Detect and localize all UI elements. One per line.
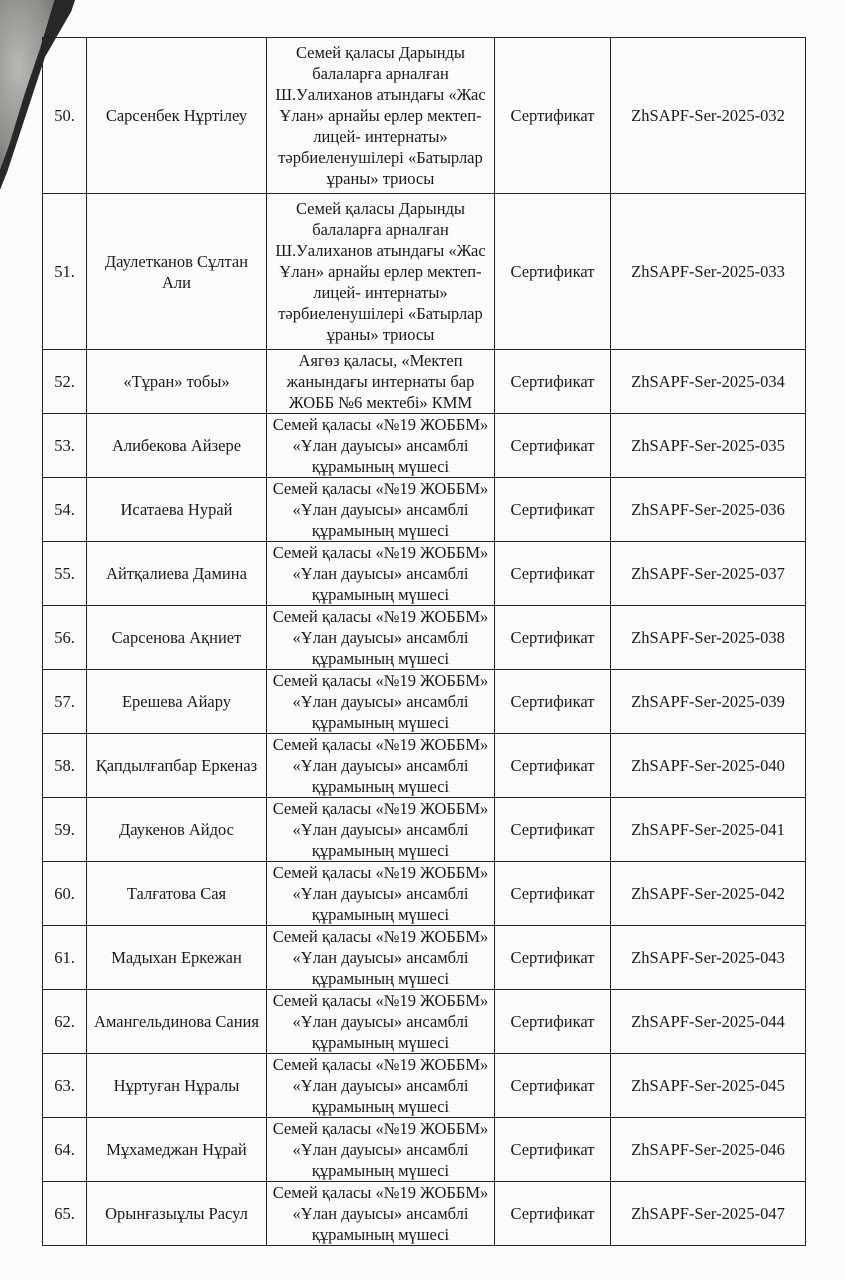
certificate-code: ZhSAPF-Ser-2025-035	[611, 414, 806, 478]
certificate-code: ZhSAPF-Ser-2025-041	[611, 798, 806, 862]
row-number: 57.	[43, 670, 87, 734]
participant-name: Сарсенбек Нұртілеу	[87, 38, 267, 194]
award-type: Сертификат	[495, 926, 611, 990]
certificate-code: ZhSAPF-Ser-2025-040	[611, 734, 806, 798]
organization: Семей қаласы Дарынды балаларға арналған Ш.Уалиханов атындағы «Жас Ұлан» арнайы ерлер мектеп-лицей- интернаты» тәрбиеленушілері «Батырлар ұраны» триосы	[267, 38, 495, 194]
organization: Семей қаласы «№19 ЖОББМ» «Ұлан дауысы» ансамблі құрамының мүшесі	[267, 542, 495, 606]
table-row	[43, 478, 806, 542]
award-type: Сертификат	[495, 478, 611, 542]
table-row	[43, 606, 806, 670]
row-number: 56.	[43, 606, 87, 670]
certificate-code: ZhSAPF-Ser-2025-032	[611, 38, 806, 194]
participant-name: Орынғазыұлы Расул	[87, 1182, 267, 1246]
organization: Семей қаласы «№19 ЖОББМ» «Ұлан дауысы» ансамблі құрамының мүшесі	[267, 1182, 495, 1246]
participant-name: «Тұран» тобы»	[87, 350, 267, 414]
award-type: Сертификат	[495, 414, 611, 478]
table-row	[43, 350, 806, 414]
award-type: Сертификат	[495, 606, 611, 670]
participant-name: Мадыхан Еркежан	[87, 926, 267, 990]
participant-name: Ерешева Айару	[87, 670, 267, 734]
organization: Аягөз қаласы, «Мектеп жанындағы интернаты бар ЖОББ №6 мектебі» КММ	[267, 350, 495, 414]
participant-name: Айтқалиева Дамина	[87, 542, 267, 606]
table-row	[43, 926, 806, 990]
row-number: 62.	[43, 990, 87, 1054]
row-number: 51.	[43, 194, 87, 350]
participant-name: Қапдылғапбар Еркеназ	[87, 734, 267, 798]
participant-name: Сарсенова Ақниет	[87, 606, 267, 670]
organization: Семей қаласы «№19 ЖОББМ» «Ұлан дауысы» ансамблі құрамының мүшесі	[267, 670, 495, 734]
award-type: Сертификат	[495, 194, 611, 350]
award-type: Сертификат	[495, 798, 611, 862]
row-number: 55.	[43, 542, 87, 606]
organization: Семей қаласы «№19 ЖОББМ» «Ұлан дауысы» ансамблі құрамының мүшесі	[267, 734, 495, 798]
row-number: 59.	[43, 798, 87, 862]
row-number: 58.	[43, 734, 87, 798]
award-type: Сертификат	[495, 734, 611, 798]
table-row	[43, 38, 806, 194]
organization: Семей қаласы «№19 ЖОББМ» «Ұлан дауысы» ансамблі құрамының мүшесі	[267, 1118, 495, 1182]
organization: Семей қаласы «№19 ЖОББМ» «Ұлан дауысы» ансамблі құрамының мүшесі	[267, 990, 495, 1054]
organization: Семей қаласы «№19 ЖОББМ» «Ұлан дауысы» ансамблі құрамының мүшесі	[267, 798, 495, 862]
award-type: Сертификат	[495, 542, 611, 606]
table-row	[43, 1182, 806, 1246]
row-number: 52.	[43, 350, 87, 414]
participant-name: Алибекова Айзере	[87, 414, 267, 478]
participant-name: Нұртуған Нұралы	[87, 1054, 267, 1118]
award-type: Сертификат	[495, 862, 611, 926]
certificate-code: ZhSAPF-Ser-2025-034	[611, 350, 806, 414]
certificate-code: ZhSAPF-Ser-2025-045	[611, 1054, 806, 1118]
award-type: Сертификат	[495, 1054, 611, 1118]
row-number: 53.	[43, 414, 87, 478]
participant-name: Даукенов Айдос	[87, 798, 267, 862]
table-row	[43, 734, 806, 798]
organization: Семей қаласы «№19 ЖОББМ» «Ұлан дауысы» ансамблі құрамының мүшесі	[267, 1054, 495, 1118]
organization: Семей қаласы «№19 ЖОББМ» «Ұлан дауысы» ансамблі құрамының мүшесі	[267, 926, 495, 990]
participant-name: Даулетканов Сұлтан Али	[87, 194, 267, 350]
row-number: 63.	[43, 1054, 87, 1118]
participant-name: Исатаева Нурай	[87, 478, 267, 542]
award-type: Сертификат	[495, 1182, 611, 1246]
organization: Семей қаласы «№19 ЖОББМ» «Ұлан дауысы» ансамблі құрамының мүшесі	[267, 478, 495, 542]
row-number: 54.	[43, 478, 87, 542]
row-number: 60.	[43, 862, 87, 926]
award-type: Сертификат	[495, 990, 611, 1054]
certificate-code: ZhSAPF-Ser-2025-039	[611, 670, 806, 734]
table-row	[43, 1118, 806, 1182]
organization: Семей қаласы «№19 ЖОББМ» «Ұлан дауысы» ансамблі құрамының мүшесі	[267, 606, 495, 670]
certificate-code: ZhSAPF-Ser-2025-036	[611, 478, 806, 542]
award-type: Сертификат	[495, 1118, 611, 1182]
certificate-code: ZhSAPF-Ser-2025-038	[611, 606, 806, 670]
table-row	[43, 1054, 806, 1118]
table-row	[43, 414, 806, 478]
certificate-code: ZhSAPF-Ser-2025-037	[611, 542, 806, 606]
row-number: 65.	[43, 1182, 87, 1246]
row-number: 61.	[43, 926, 87, 990]
award-type: Сертификат	[495, 38, 611, 194]
participant-name: Амангельдинова Сания	[87, 990, 267, 1054]
certificate-code: ZhSAPF-Ser-2025-033	[611, 194, 806, 350]
award-type: Сертификат	[495, 670, 611, 734]
certificate-code: ZhSAPF-Ser-2025-043	[611, 926, 806, 990]
award-type: Сертификат	[495, 350, 611, 414]
certificate-code: ZhSAPF-Ser-2025-042	[611, 862, 806, 926]
certificate-code: ZhSAPF-Ser-2025-044	[611, 990, 806, 1054]
table-row	[43, 670, 806, 734]
certificate-table	[42, 37, 806, 1246]
table-row	[43, 798, 806, 862]
certificate-code: ZhSAPF-Ser-2025-047	[611, 1182, 806, 1246]
participant-name: Мұхамеджан Нұрай	[87, 1118, 267, 1182]
participant-name: Талғатова Сая	[87, 862, 267, 926]
organization: Семей қаласы «№19 ЖОББМ» «Ұлан дауысы» ансамблі құрамының мүшесі	[267, 414, 495, 478]
certificate-code: ZhSAPF-Ser-2025-046	[611, 1118, 806, 1182]
table-row	[43, 862, 806, 926]
organization: Семей қаласы Дарынды балаларға арналған Ш.Уалиханов атындағы «Жас Ұлан» арнайы ерлер мектеп-лицей- интернаты» тәрбиеленушілері «Батырлар ұраны» триосы	[267, 194, 495, 350]
table-row	[43, 990, 806, 1054]
table-row	[43, 542, 806, 606]
row-number: 64.	[43, 1118, 87, 1182]
table-row	[43, 194, 806, 350]
organization: Семей қаласы «№19 ЖОББМ» «Ұлан дауысы» ансамблі құрамының мүшесі	[267, 862, 495, 926]
row-number: 50.	[43, 38, 87, 194]
